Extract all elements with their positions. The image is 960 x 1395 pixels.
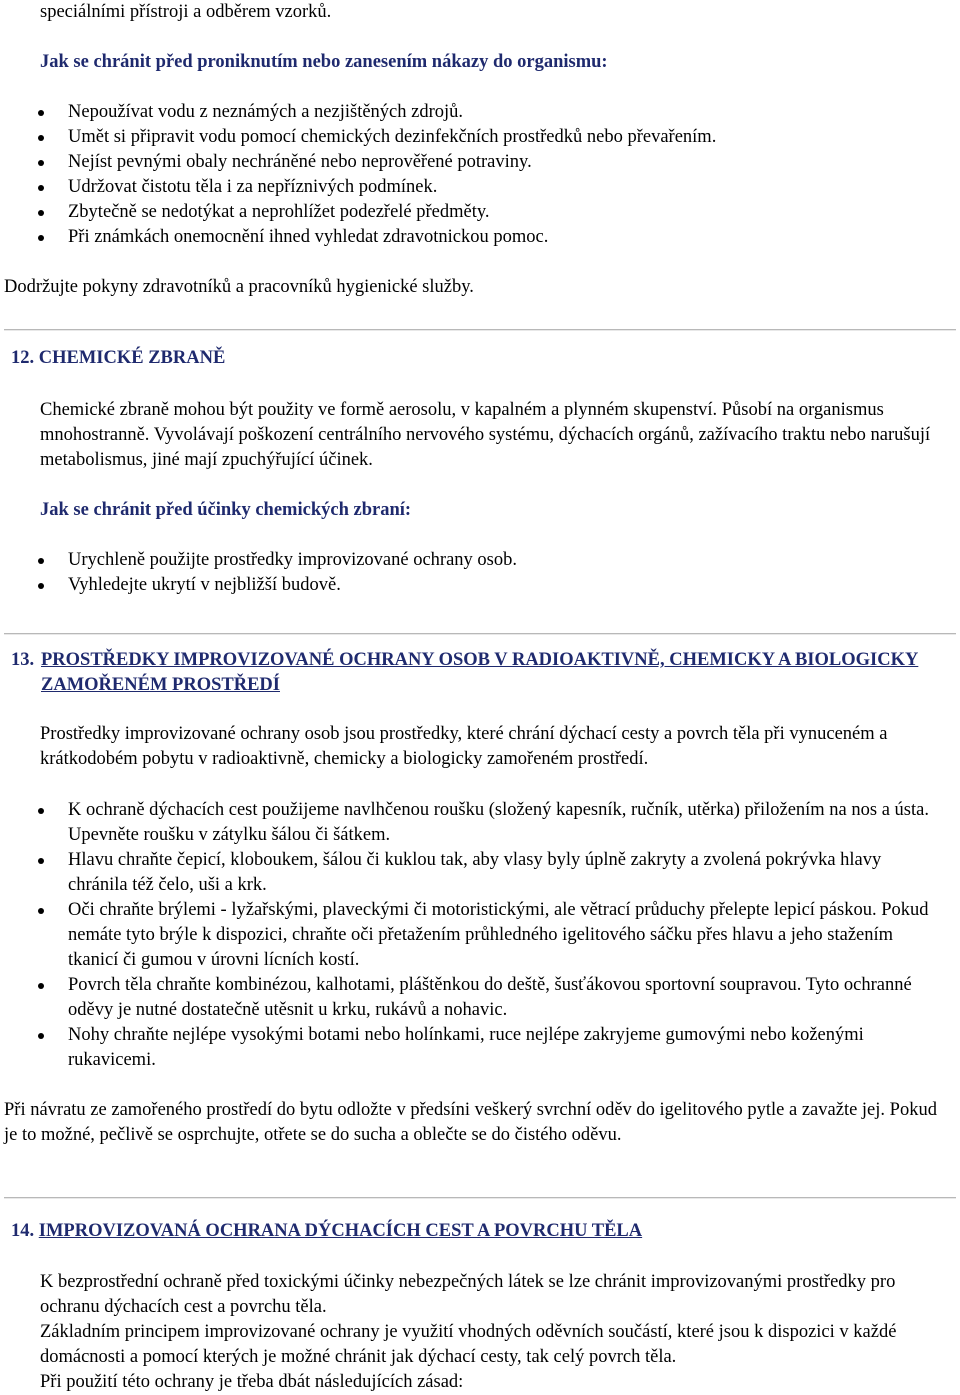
section-divider <box>4 1197 956 1199</box>
list-item: Nejíst pevnými obaly nechráněné nebo neprověřené potraviny. <box>0 150 940 175</box>
top-line: speciálními přístroji a odběrem vzorků. <box>40 2 332 22</box>
list-item: Zbytečně se nedotýkat a neprohlížet podezřelé předměty. <box>0 200 940 225</box>
s11-subheading: Jak se chránit před proniknutím nebo zanesením nákazy do organismu: <box>40 52 608 72</box>
s11-bullet-list <box>0 100 940 250</box>
list-item: Nohy chraňte nejlépe vysokými botami nebo holínkami, ruce nejlépe zakryjeme gumovými nebo koženými rukavicemi. <box>0 1023 942 1073</box>
s12-title: CHEMICKÉ ZBRANĚ <box>38 348 226 368</box>
s14-paragraph-1: K bezprostřední ochraně před toxickými účinky nebezpečných látek se lze chránit improvizovanými prostředky pro ochranu dýchacích cest a povrchu těla. <box>40 1272 896 1317</box>
section-divider <box>4 633 956 635</box>
s14-paragraph-2: Základním principem improvizované ochrany je využití vhodných oděvních součástí, které jsou k dispozici v každé domácnosti a pomocí kterých je možné chránit jak dýchací cesty, tak celý povrch těla. <box>40 1322 897 1367</box>
s13-paragraph: Prostředky improvizované ochrany osob jsou prostředky, které chrání dýchací cesty a povrch těla při vynuceném a krátkodobém pobytu v radioaktivně, chemicky a biologicky zamořeném prostředí. <box>40 724 888 769</box>
list-item: Hlavu chraňte čepicí, kloboukem, šálou či kuklou tak, aby vlasy byly úplně zakryty a zvolená pokrývka hlavy chránila též čelo, uši a krk. <box>0 848 942 898</box>
s12-paragraph: Chemické zbraně mohou být použity ve formě aerosolu, v kapalném a plynném skupenství. Působí na organismus mnohostranně. Vyvolávají poškození centrálního nervového systému, dýchacích orgánů, zažívacího traktu nebo narušují metabolismus, jiné mají zpuchýřující účinek. <box>40 400 931 470</box>
list-item: Při známkách onemocnění ihned vyhledat zdravotnickou pomoc. <box>0 225 940 250</box>
s14-number: 14. <box>11 1221 35 1241</box>
s13-bullet-list <box>0 798 942 1073</box>
s12-heading <box>11 346 225 371</box>
list-item: Nepoužívat vodu z neznámých a nezjištěných zdrojů. <box>0 100 940 125</box>
list-item: Oči chraňte brýlemi - lyžařskými, plaveckými či motoristickými, ale větrací průduchy přelepte lepicí páskou. Pokud nemáte tyto brýle k dispozici, chraňte oči přetažením průhledného igelitového sáčku přes hlavu a jeho stažením tkanicí či gumou v úrovni lícních kostí. <box>0 898 942 973</box>
s13-number: 13. <box>11 650 35 670</box>
list-item: Povrch těla chraňte kombinézou, kalhotami, pláštěnkou do deště, šusťákovou sportovní soupravou. Tyto ochranné oděvy je nutné dostatečně utěsnit u krku, rukávů a nohavic. <box>0 973 942 1023</box>
s14-title: IMPROVIZOVANÁ OCHRANA DÝCHACÍCH CEST A POVRCHU TĚLA <box>38 1221 643 1241</box>
s14-heading <box>11 1219 642 1244</box>
s12-subheading: Jak se chránit před účinky chemických zbraní: <box>40 500 412 520</box>
list-item: Umět si připravit vodu pomocí chemických dezinfekčních prostředků nebo převařením. <box>0 125 940 150</box>
s13-closing: Při návratu ze zamořeného prostředí do bytu odložte v předsíni veškerý svrchní oděv do igelitového pytle a zavažte jej. Pokud je to možné, pečlivě se osprchujte, otřete se do sucha a oblečte se do čistého oděvu. <box>4 1100 937 1145</box>
s12-number: 12. <box>11 348 35 368</box>
s13-heading <box>11 648 941 698</box>
list-item: Urychleně použijte prostředky improvizované ochrany osob. <box>0 548 940 573</box>
s12-bullet-list <box>0 548 940 598</box>
s14-body <box>40 1270 952 1395</box>
list-item: Udržovat čistotu těla i za nepříznivých podmínek. <box>0 175 940 200</box>
s14-paragraph-3: Při použití této ochrany je třeba dbát následujících zásad: <box>40 1372 464 1392</box>
list-item: K ochraně dýchacích cest použijeme navlhčenou roušku (složený kapesník, ručník, utěrka) přiložením na nos a ústa. Upevněte roušku v zátylku šálou či šátkem. <box>0 798 942 848</box>
s11-closing: Dodržujte pokyny zdravotníků a pracovníků hygienické služby. <box>4 277 474 297</box>
s13-title: PROSTŘEDKY IMPROVIZOVANÉ OCHRANY OSOB V RADIOAKTIVNĚ, CHEMICKY A BIOLOGICKY ZAMOŘENÉM PROSTŘEDÍ <box>41 650 919 695</box>
section-divider <box>4 329 956 331</box>
list-item: Vyhledejte ukrytí v nejbližší budově. <box>0 573 940 598</box>
